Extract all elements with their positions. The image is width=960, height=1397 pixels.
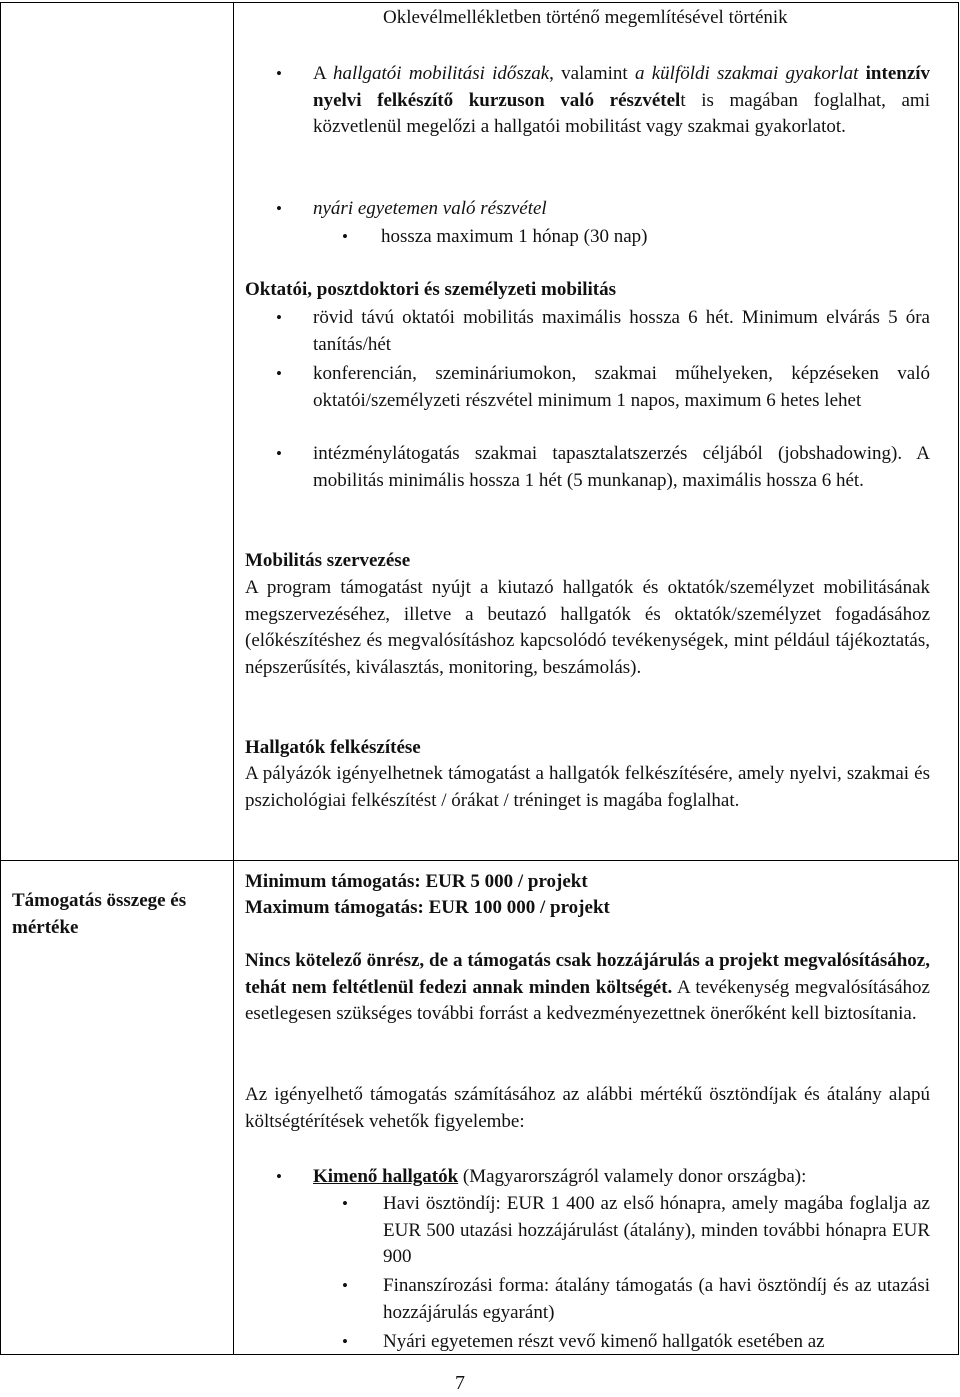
staff-item-1: rövid távú oktatói mobilitás maximális hossza 6 hét. Minimum elvárás 5 óra tanítás/hét	[313, 307, 930, 355]
prep-text: A pályázók igényelhetnek támogatást a hallgatók felkészítésére, amely nyelvi, szakmai és pszichológiai felkészítést / órákat / tréninget is magába foglalhat.	[245, 763, 930, 811]
bullet-icon: •	[342, 1276, 348, 1295]
row-divider	[0, 860, 959, 861]
min-support: Minimum támogatás: EUR 5 000 / projekt	[245, 871, 588, 892]
bullet-icon: •	[276, 444, 282, 463]
staff-heading: Oktatói, posztdoktori és személyzeti mobilitás	[245, 279, 616, 300]
page-number: 7	[455, 1372, 465, 1394]
outgoing-item-2: Finanszírozási forma: átalány támogatás (a havi ösztöndíj és az utazási hozzájárulás egyaránt)	[383, 1275, 930, 1323]
bullet-icon: •	[342, 1332, 348, 1351]
row-label: Támogatás összege és mértéke	[12, 890, 187, 938]
bullet-icon: •	[276, 64, 282, 83]
outgoing-item-3: Nyári egyetemen részt vevő kimenő hallgatók esetében az	[383, 1331, 825, 1352]
outgoing-item-1: Havi ösztöndíj: EUR 1 400 az első hónapra, amely magába foglalja az EUR 500 utazási hozzájárulást (átalány), minden további hónapra EUR 900	[383, 1193, 930, 1267]
outgoing-line: Kimenő hallgatók (Magyarországról valamely donor országba):	[313, 1166, 807, 1187]
staff-item-2: konferencián, szemináriumokon, szakmai műhelyeken, képzéseken való oktatói/személyzeti részvétel minimum 1 napos, maximum 6 hetes lehet	[313, 363, 930, 411]
bullet-icon: •	[276, 1167, 282, 1186]
summer-item: nyári egyetemen való részvétel	[313, 198, 547, 219]
org-heading: Mobilitás szervezése	[245, 550, 411, 571]
prep-heading: Hallgatók felkészítése	[245, 737, 421, 758]
own-contribution: Nincs kötelező önrész, de a támogatás csak hozzájárulás a projekt megvalósításához, tehát nem feltétlenül fedezi annak minden költségét. A tevékenység megvalósításához esetlegesen szükséges további forrást a kedvezményezettnek önerőként kell biztosítania.	[245, 950, 930, 1024]
bullet-icon: •	[342, 227, 348, 246]
summer-subitem: hossza maximum 1 hónap (30 nap)	[381, 226, 648, 247]
org-text: A program támogatást nyújt a kiutazó hallgatók és oktatók/személyzet mobilitásának megszervezéséhez, illetve a beutazó hallgatók és oktatók/személyzet fogadásához (előkészítéshez és megvalósításhoz kapcsolódó tevékenységek, mint például tájékoztatás, népszerűsítés, kiválasztás, monitoring, beszámolás).	[245, 577, 930, 678]
bullet-icon: •	[276, 308, 282, 327]
column-divider	[233, 2, 234, 1355]
max-support: Maximum támogatás: EUR 100 000 / projekt	[245, 897, 610, 918]
calc-text: Az igényelhető támogatás számításához az alábbi mértékű ösztöndíjak és átalány alapú költségtérítések vehetők figyelembe:	[245, 1084, 930, 1132]
bullet-icon: •	[342, 1194, 348, 1213]
header-line: Oklevélmellékletben történő megemlítésével történik	[383, 7, 788, 28]
bullet-icon: •	[276, 199, 282, 218]
bullet-icon: •	[276, 364, 282, 383]
staff-item-3: intézménylátogatás szakmai tapasztalatszerzés céljából (jobshadowing). A mobilitás minimális hossza 1 hét (5 munkanap), maximális hossza 6 hét.	[313, 443, 930, 491]
mobility-paragraph: A hallgatói mobilitási időszak, valamint a külföldi szakmai gyakorlat intenzív nyelvi felkészítő kurzuson való részvételt is magában foglalhat, ami közvetlenül megelőzi a hallgatói mobilitást vagy szakmai gyakorlatot.	[313, 63, 931, 137]
